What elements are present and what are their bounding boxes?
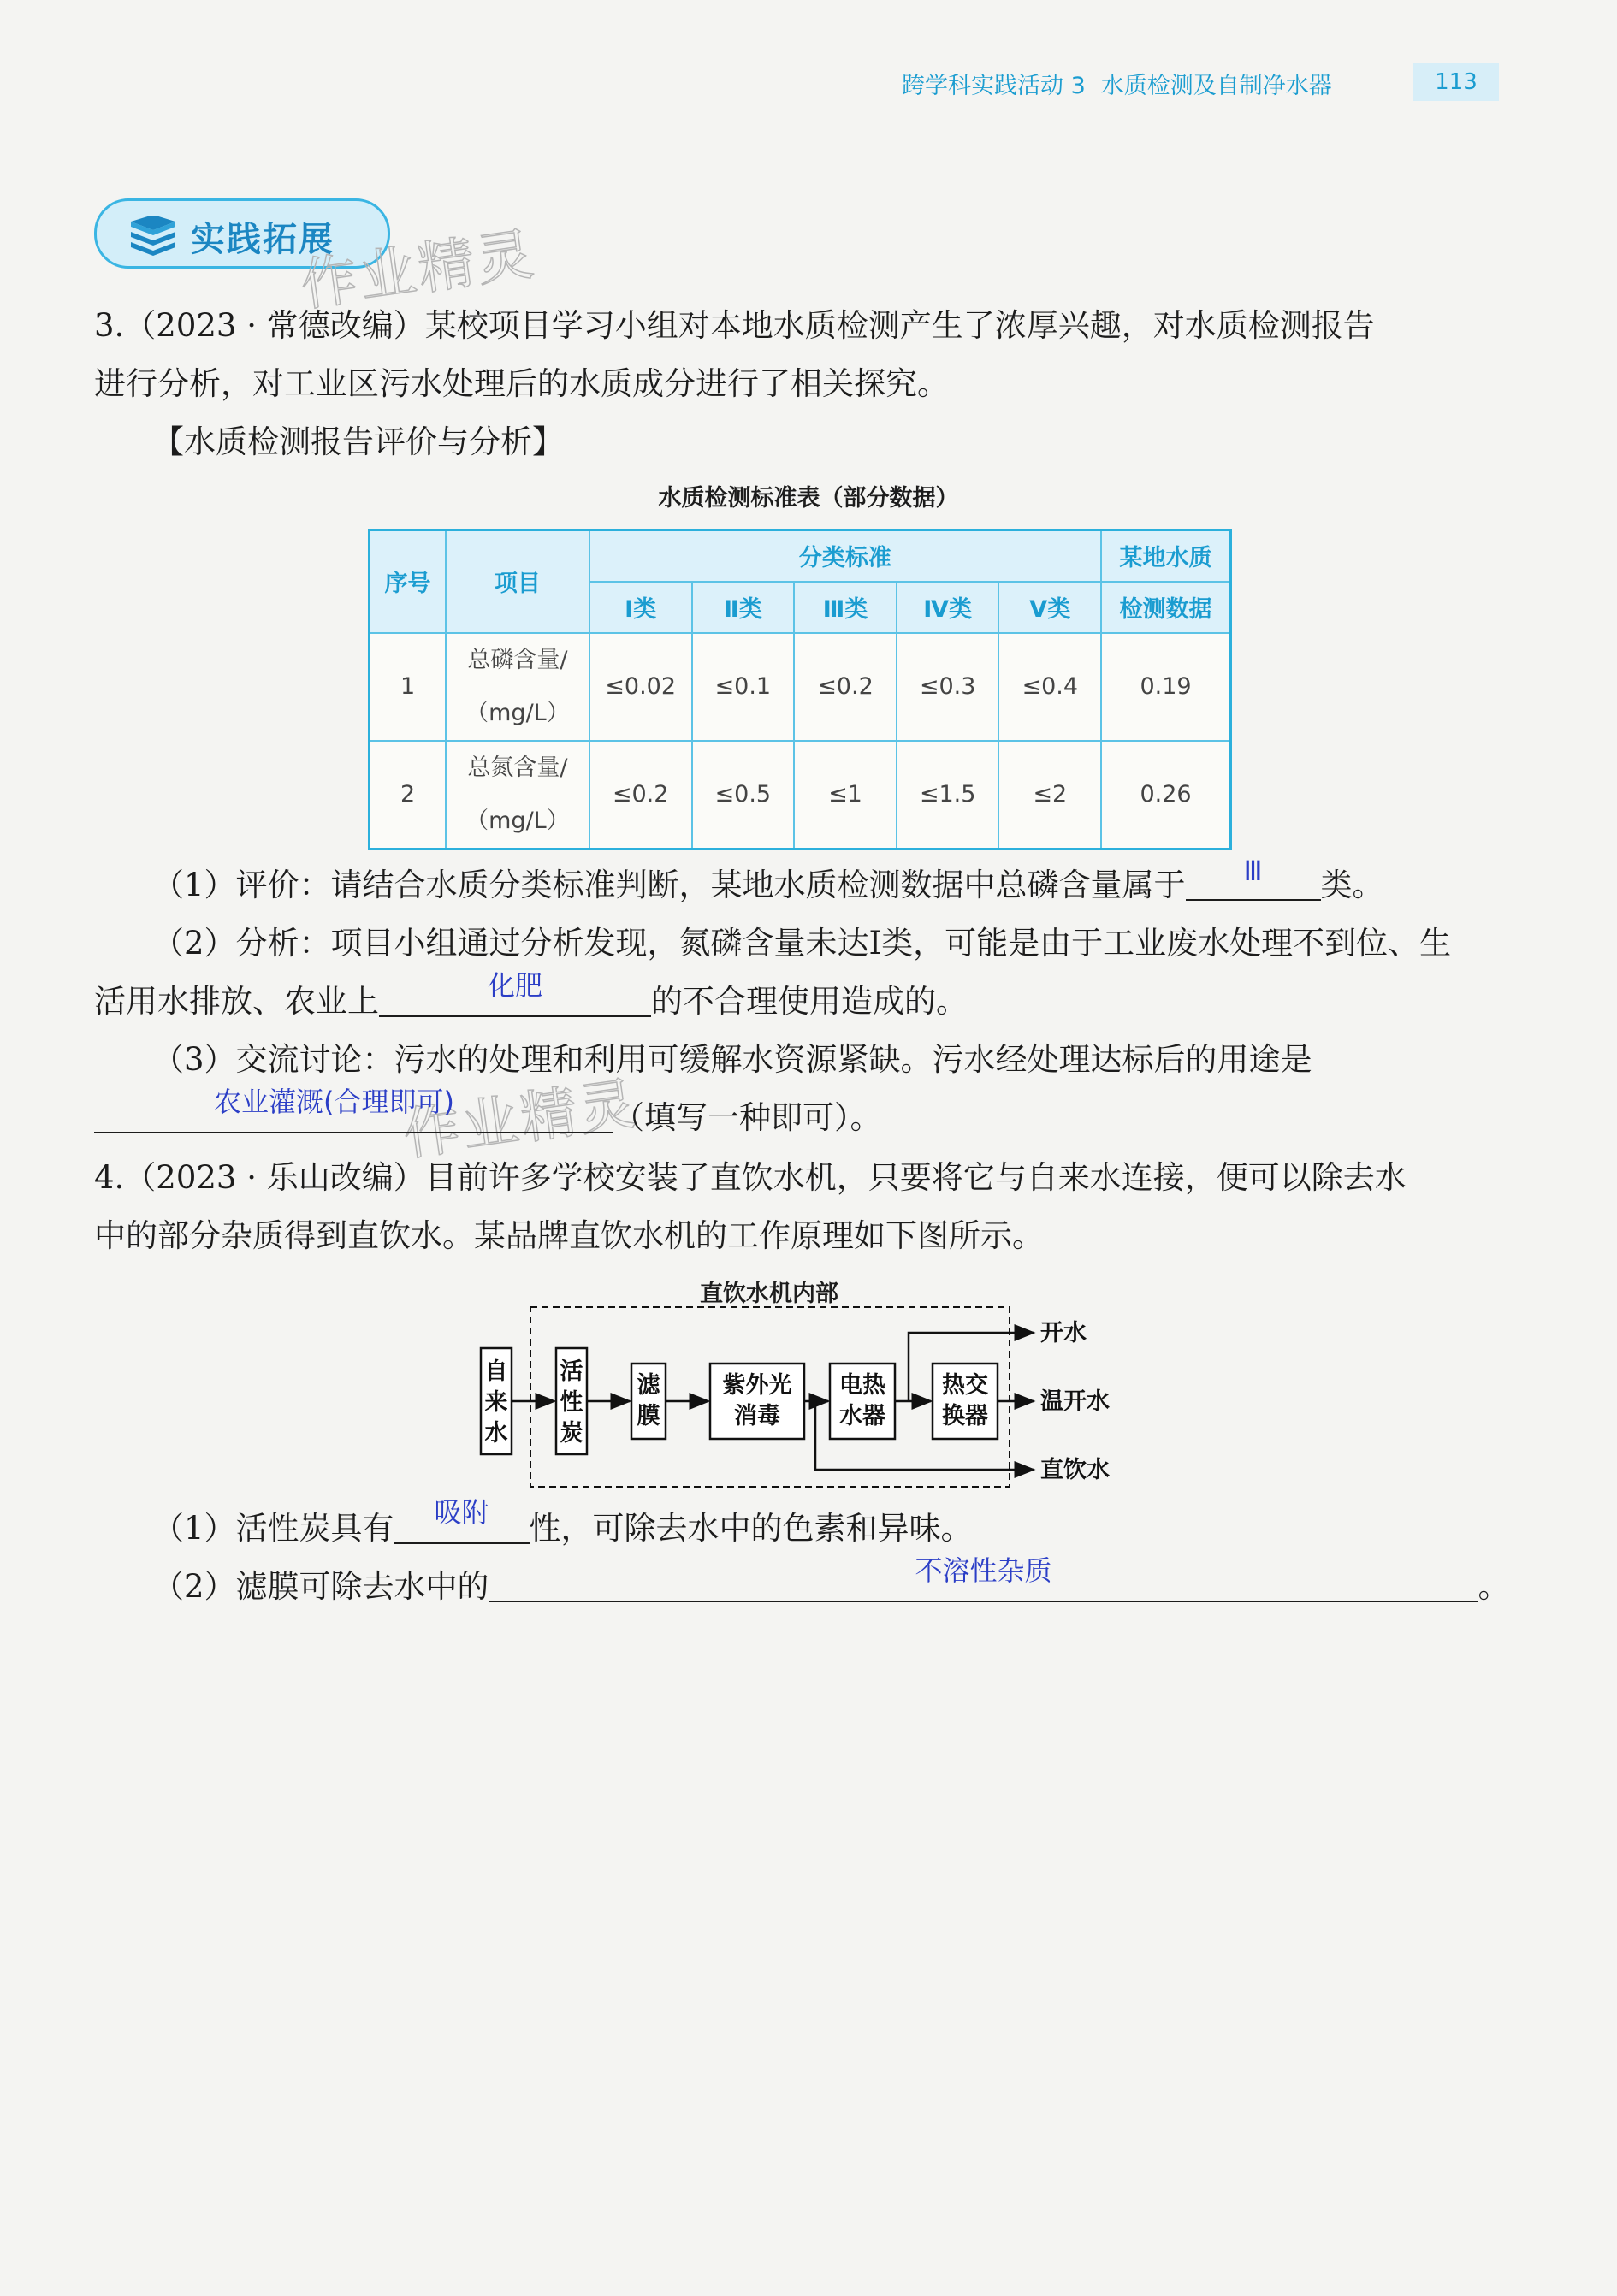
- q3-part-3-end: （填写一种即可）。: [613, 1099, 882, 1136]
- table-caption: 水质检测标准表（部分数据）: [658, 485, 959, 512]
- exchanger-label-2: 换器: [942, 1403, 988, 1429]
- watermark: 作业精灵: [399, 1070, 643, 1169]
- heater-label-1: 电热: [839, 1372, 886, 1399]
- handwritten-answer: 农业灌溉(合理即可): [214, 1086, 454, 1118]
- tap-water-char-2: 来: [484, 1389, 508, 1416]
- answer-blank[interactable]: [1186, 855, 1321, 901]
- header-item: 项目: [446, 530, 589, 633]
- q3-part-1: [152, 855, 1384, 905]
- cell-value: ≤1.5: [897, 741, 999, 849]
- cell-value: ≤0.1: [692, 633, 795, 741]
- handwritten-answer: 不溶性杂质: [915, 1554, 1052, 1587]
- handwritten-answer: 吸附: [434, 1496, 489, 1529]
- q4-intro-line-2: 中的部分杂质得到直饮水。某品牌直饮水机的工作原理如下图所示。: [94, 1217, 1044, 1254]
- cell-item: [446, 633, 589, 741]
- q3-part-1-end: 类。: [1320, 867, 1384, 903]
- q4-part-1: [152, 1496, 973, 1548]
- header-activity: 跨学科实践活动 3: [902, 73, 1086, 99]
- item-line-2: （mg/L）: [465, 807, 570, 834]
- handwritten-answer: 化肥: [487, 969, 542, 1002]
- water-quality-standard-table: [368, 529, 1232, 850]
- cell-value: ≤0.02: [589, 633, 692, 741]
- membrane-char-2: 膜: [637, 1403, 660, 1429]
- answer-blank[interactable]: [379, 969, 651, 1017]
- q3-part-2-line-2: [94, 969, 968, 1021]
- q4-part-2-text: （2）滤膜可除去水中的: [152, 1568, 489, 1605]
- exchanger-label-1: 热交: [942, 1372, 988, 1399]
- output-direct-water: 直饮水: [1040, 1457, 1110, 1483]
- cell-no: 1: [370, 633, 447, 741]
- q3-intro-line-2: 进行分析，对工业区污水处理后的水质成分进行了相关探究。: [94, 365, 949, 402]
- q4-part-2-end: 。: [1478, 1568, 1510, 1605]
- q3-subheading: 【水质检测报告评价与分析】: [152, 423, 564, 460]
- header-local-1: 某地水质: [1101, 530, 1230, 582]
- diagram-caption: 直饮水机内部: [700, 1281, 838, 1307]
- cell-item: [446, 741, 589, 849]
- watermark: 作业精灵: [296, 221, 540, 319]
- header-no: 序号: [370, 530, 447, 633]
- tap-water-char-3: 水: [484, 1420, 508, 1447]
- item-line-2: （mg/L）: [465, 699, 570, 726]
- cell-value: ≤0.4: [998, 633, 1101, 741]
- q3-part-1-text: （1）评价：请结合水质分类标准判断，某地水质检测数据中总磷含量属于: [152, 867, 1186, 903]
- header-class-3: Ⅲ类: [794, 582, 897, 633]
- cell-local-value: 0.19: [1101, 633, 1230, 741]
- cell-value: ≤1: [794, 741, 897, 849]
- cell-no: 2: [370, 741, 447, 849]
- header-class-standard: 分类标准: [589, 530, 1101, 582]
- answer-blank[interactable]: [94, 1086, 613, 1133]
- header-topic: 水质检测及自制净水器: [1100, 73, 1332, 99]
- header-class-5: Ⅴ类: [998, 582, 1101, 633]
- q4-part-1-end: 性，可除去水中的色素和异味。: [529, 1510, 973, 1547]
- tap-water-char-1: 自: [484, 1358, 508, 1385]
- q3-part-2-end: 的不合理使用造成的。: [651, 983, 968, 1020]
- header-class-2: Ⅱ类: [692, 582, 795, 633]
- q3-intro-line-1: 3.（2023 · 常德改编）某校项目学习小组对本地水质检测产生了浓厚兴趣，对水质检测报告: [94, 307, 1375, 344]
- q3-part-2-text: 活用水排放、农业上: [94, 983, 379, 1020]
- answer-blank[interactable]: [394, 1496, 530, 1544]
- cell-value: ≤0.5: [692, 741, 795, 849]
- item-line-1: 总磷含量/: [467, 646, 568, 673]
- cell-value: ≤0.2: [794, 633, 897, 741]
- q3-part-2-line-1: （2）分析：项目小组通过分析发现，氮磷含量未达Ⅰ类，可能是由于工业废水处理不到位、生: [152, 925, 1452, 962]
- page-number: 113: [1413, 63, 1499, 101]
- output-boiled-water: 开水: [1040, 1320, 1087, 1346]
- running-header: [902, 67, 1332, 100]
- water-dispenser-flow-diagram: [462, 1300, 1146, 1493]
- books-stack-icon: [127, 216, 179, 256]
- carbon-char-2: 性: [560, 1389, 583, 1416]
- cell-value: ≤0.2: [589, 741, 692, 849]
- heater-label-2: 水器: [839, 1403, 886, 1429]
- q3-part-3-line-1: （3）交流讨论：污水的处理和利用可缓解水资源紧缺。污水经处理达标后的用途是: [152, 1041, 1312, 1078]
- table-row: [370, 633, 1231, 741]
- answer-blank[interactable]: [489, 1554, 1478, 1602]
- item-line-1: 总氮含量/: [467, 754, 568, 781]
- cell-value: ≤2: [998, 741, 1101, 849]
- membrane-char-1: 滤: [637, 1372, 660, 1399]
- q4-part-1-text: （1）活性炭具有: [152, 1510, 394, 1547]
- header-class-4: Ⅳ类: [897, 582, 999, 633]
- section-title: 实践拓展: [191, 220, 335, 259]
- header-local-2: 检测数据: [1101, 582, 1230, 633]
- q4-part-2: [152, 1554, 1510, 1607]
- cell-local-value: 0.26: [1101, 741, 1230, 849]
- carbon-char-1: 活: [560, 1358, 583, 1385]
- uv-label-1: 紫外光: [722, 1372, 792, 1399]
- cell-value: ≤0.3: [897, 633, 999, 741]
- uv-label-2: 消毒: [734, 1403, 780, 1429]
- handwritten-answer: Ⅲ: [1243, 855, 1263, 887]
- q4-intro-line-1: 4.（2023 · 乐山改编）目前许多学校安装了直饮水机，只要将它与自来水连接，便可以除去水: [94, 1159, 1407, 1196]
- carbon-char-3: 炭: [560, 1420, 583, 1447]
- output-warm-water: 温开水: [1040, 1388, 1110, 1415]
- header-class-1: Ⅰ类: [589, 582, 692, 633]
- table-row: [370, 741, 1231, 849]
